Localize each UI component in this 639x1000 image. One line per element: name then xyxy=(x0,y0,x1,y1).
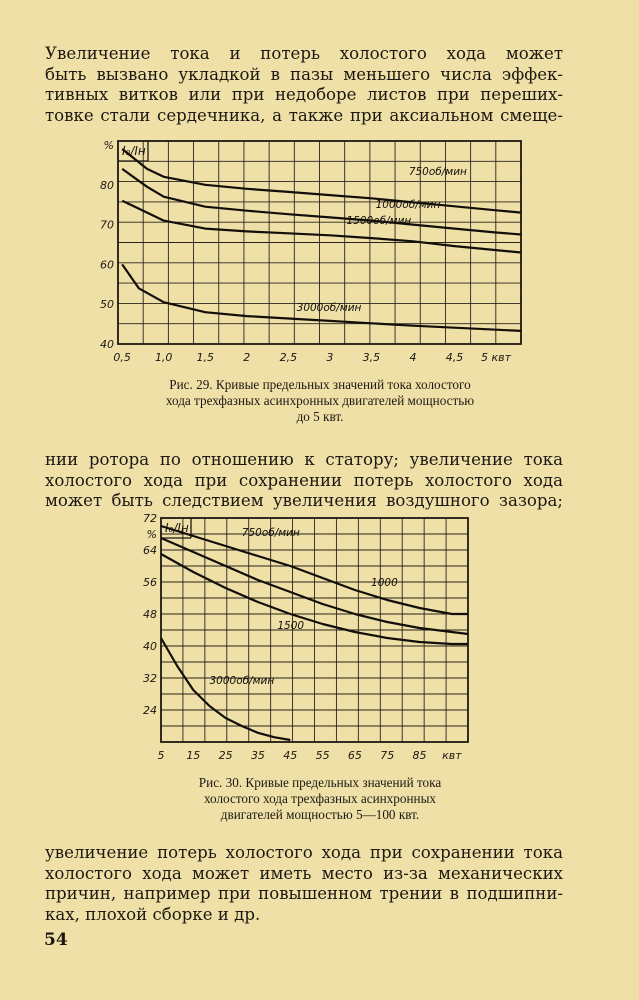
x-tick-label: 4,5 xyxy=(445,351,464,364)
x-tick-label: 75 xyxy=(380,749,395,762)
y-tick-label: 32 xyxy=(143,672,157,685)
y-tick-label: 64 xyxy=(143,544,157,557)
caption-line: двигателей мощностью 5—100 квт. xyxy=(220,807,420,822)
grid xyxy=(161,518,468,742)
paragraph-line: холостого хода при сохранении потерь холостого хода xyxy=(45,470,563,490)
caption-line: хода трехфазных асинхронных двигателей мощностью xyxy=(165,393,475,408)
figure-29-chart xyxy=(88,138,533,370)
x-tick-label: 3,5 xyxy=(362,351,381,364)
series-line xyxy=(122,149,521,213)
series-label: 750об/мин xyxy=(408,165,467,178)
y-tick-label: 24 xyxy=(143,704,157,717)
x-tick-label: 1,5 xyxy=(196,351,214,364)
series-label: 1500об/мин xyxy=(346,214,412,227)
y-tick-label: 40 xyxy=(143,640,157,653)
x-tick-label: 3 xyxy=(326,351,334,364)
x-tick-label: 1,0 xyxy=(154,351,173,364)
y-tick-label: 56 xyxy=(143,576,157,589)
x-tick-label: 0,5 xyxy=(113,351,131,364)
paragraph-2 xyxy=(45,450,563,512)
y-tick-label: % xyxy=(146,528,157,541)
curve-quantity-label: I₀/Iн xyxy=(122,144,146,158)
paragraph-line: холостого хода может иметь место из-за механических xyxy=(45,863,563,883)
x-tick-label: 35 xyxy=(250,749,265,762)
paragraph-line: нии ротора по отношению к статору; увеличение тока xyxy=(45,450,563,469)
caption-line: до 5 квт. xyxy=(296,409,344,424)
y-tick-label: 70 xyxy=(100,218,114,232)
paragraph-line: быть вызвано укладкой в пазы меньшего числа эффек- xyxy=(45,64,563,84)
series-line xyxy=(122,264,521,331)
paragraph-line: увеличение потерь холостого хода при сохранении тока xyxy=(45,843,563,862)
y-tick-label: 48 xyxy=(143,608,157,621)
paragraph-line: может быть следствием увеличения воздушного зазора; xyxy=(45,491,563,510)
y-tick-label: 60 xyxy=(100,258,114,272)
x-tick-label: 65 xyxy=(347,749,362,762)
x-tick-label: 5 квт xyxy=(481,351,512,364)
x-tick-label: 55 xyxy=(315,749,330,762)
y-tick-label: 72 xyxy=(143,512,157,525)
x-tick-label: 45 xyxy=(283,749,298,762)
paragraph-3 xyxy=(45,843,563,925)
paragraph-line: товке стали сердечника, а также при аксиальном смеще- xyxy=(45,105,563,125)
x-tick-label: 5 xyxy=(157,749,165,762)
paragraph-line: тивных витков или при недоборе листов при переших- xyxy=(45,85,563,104)
y-tick-label: 80 xyxy=(100,178,114,192)
y-tick-label: 50 xyxy=(100,298,114,312)
x-tick-label: 85 xyxy=(412,749,427,762)
paragraph-1 xyxy=(45,44,563,126)
y-tick-label: 40 xyxy=(100,338,114,351)
figure-29-caption xyxy=(60,377,580,425)
page-number: 54 xyxy=(44,930,68,950)
series-label: 1000об/мин xyxy=(375,198,441,211)
figure-30-chart xyxy=(128,512,473,770)
series-line xyxy=(122,198,521,253)
caption-line: Рис. 29. Кривые предельных значений тока холостого xyxy=(169,377,471,392)
paragraph-line: Увеличение тока и потерь холостого хода может xyxy=(45,44,563,63)
series-label: 1000 xyxy=(371,577,398,589)
series-label: 750об/мин xyxy=(241,527,300,539)
x-tick-label: 4 xyxy=(409,351,417,364)
x-tick-label: 25 xyxy=(218,749,233,762)
x-tick-label: 2 xyxy=(243,351,251,364)
x-tick-label: квт xyxy=(442,749,462,762)
series-label: 3000об/мин xyxy=(296,301,362,314)
caption-line: холостого хода трехфазных асинхронных xyxy=(203,791,437,806)
paragraph-line: причин, например при повышенном трении в подшипни- xyxy=(45,884,563,903)
series-label: 3000об/мин xyxy=(209,675,275,687)
figure-30-caption xyxy=(90,775,550,823)
x-tick-label: 15 xyxy=(186,749,201,762)
curve-quantity-label: I₀/Iн xyxy=(165,521,189,535)
x-tick-label: 2,5 xyxy=(279,351,298,364)
series-label: 1500 xyxy=(277,619,305,632)
y-tick-label: % xyxy=(103,138,114,152)
paragraph-line: ках, плохой сборке и др. xyxy=(45,904,261,924)
caption-line: Рис. 30. Кривые предельных значений тока xyxy=(198,775,442,790)
